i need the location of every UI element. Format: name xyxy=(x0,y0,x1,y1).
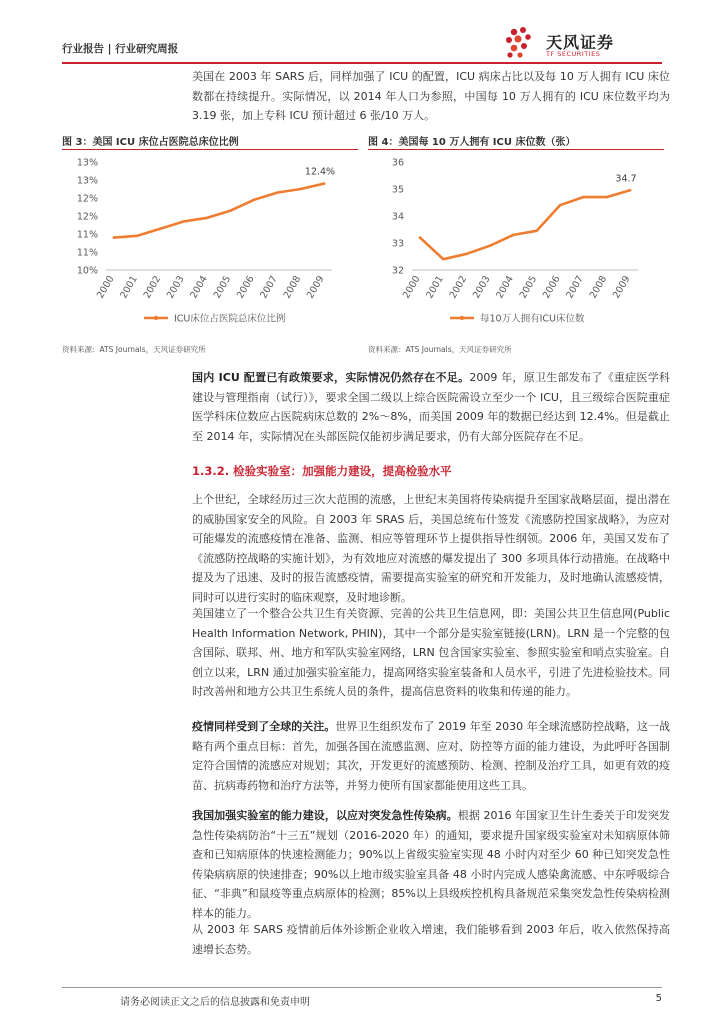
chart1-x-tick-label: 2006 xyxy=(540,274,563,301)
chart1-x-tick-label: 2008 xyxy=(587,274,610,301)
paragraph-china-lab xyxy=(192,806,670,923)
paragraph-icu-policy-body: 2009 年，原卫生部发布了《重症医学科建设与管理指南（试行）》，要求全国二级以上综合医院需设立至少一个 ICU，且三级综合医院重症医学科床位数应占医院病床总数的 2%～8%，而美国 2009 年的数据已经达到 12.4%。但是截止至 2014 年，实际情况在头部医院仅能初步满足要求，仍有大部分医院存在不足。 xyxy=(192,371,670,443)
paragraph-us-strategy: 上个世纪，全球经历过三次大范围的流感，上世纪末美国将传染病提升至国家战略层面，提出潜在的威胁国家安全的风险。自 2003 年 SRAS 后，美国总统布什签发《流感防控国家战略》，为应对可能爆发的流感疫情在准备、监测、相应等管理环节上提供指导性纲领。2006 年，美国又发布了《流感防控战略的实施计划》，为有效地应对流感的爆发提出了 300 多项具体行动措施。在战略中提及为了迅速、及时的报告流感疫情，需要提高实验室的研究和开发能力，及时地确认流感疫情，同时可以进行实时的临床观察，及时地诊断。 xyxy=(192,493,670,604)
chart0-data-point xyxy=(276,191,279,194)
chart0-data-point xyxy=(253,199,256,202)
chart1-data-point xyxy=(489,244,492,247)
chart0-y-tick-label: 11% xyxy=(76,229,98,241)
chart0-data-label: 12.4% xyxy=(304,166,336,178)
chart0-y-tick-label: 12% xyxy=(76,193,98,205)
section-heading: 1.3.2. 检验实验室：加强能力建设，提高检验水平 xyxy=(192,464,452,478)
report-category: 行业报告 | 行业研究周报 xyxy=(62,43,179,55)
chart0-legend-marker xyxy=(154,316,158,320)
chart0-data-point xyxy=(323,182,326,185)
chart1-x-tick-label: 2003 xyxy=(470,274,493,301)
chart1-data-point xyxy=(419,236,422,239)
chart0-x-tick-label: 2004 xyxy=(188,274,210,301)
paragraph-ivd-growth: 从 2003 年 SARS 疫情前后体外诊断企业收入增速，我们能够看到 2003 年后，收入依然保持高速增长态势。 xyxy=(192,923,670,956)
paragraph-who-strategy-lead: 疫情同样受到了全球的关注。 xyxy=(192,720,336,733)
logo-text: 天风证券 xyxy=(546,33,615,52)
chart0-x-tick-label: 2001 xyxy=(118,274,140,301)
intro-paragraph: 美国在 2003 年 SARS 后，同样加强了 ICU 的配置，ICU 病床占比以及每 10 万人拥有 ICU 床位数都在持续提升。实际情况，以 2014 年人口为参照，中国每 10 万人拥有的 ICU 床位数平均为 3.19 张，加上专科 ICU 预计超过 6 张/10 万人。 xyxy=(192,70,670,122)
chart1-data-point xyxy=(605,196,608,199)
paragraph-icu-policy-lead: 国内 ICU 配置已有政策要求，实际情况仍然存在不足。 xyxy=(192,371,470,384)
page-number: 5 xyxy=(655,993,662,1004)
chart1-data-point xyxy=(465,253,468,256)
chart0-y-tick-label: 10% xyxy=(76,265,98,277)
chart0-data-point xyxy=(229,209,232,212)
chart0-y-tick-label: 12% xyxy=(76,211,98,223)
chart0-data-point xyxy=(136,235,139,238)
chart1-x-tick-label: 2000 xyxy=(400,274,423,301)
chart1-x-tick-label: 2005 xyxy=(517,274,540,301)
footer-disclaimer-link[interactable]: 请务必阅读正文之后的信息披露和免责申明 xyxy=(120,997,310,1008)
figure3-source: 资料来源：ATS Journals，天风证券研究所 xyxy=(62,345,206,354)
chart1-y-tick-label: 33 xyxy=(391,238,404,250)
chart0-y-tick-label: 13% xyxy=(76,175,98,187)
chart0-data-point xyxy=(113,236,116,239)
chart0-x-tick-label: 2007 xyxy=(258,274,280,301)
chart1-data-label: 34.7 xyxy=(615,173,637,185)
chart1-data-point xyxy=(535,230,538,233)
chart0-x-tick-label: 2005 xyxy=(211,274,234,301)
chart1-series-line xyxy=(420,190,630,259)
chart0-x-tick-label: 2006 xyxy=(234,274,257,301)
figure4-title: 图 4：美国每 10 万人拥有 ICU 床位数（张） xyxy=(368,137,576,148)
chart1-data-point xyxy=(559,204,562,207)
chart0-data-point xyxy=(299,188,302,191)
chart1-y-tick-label: 35 xyxy=(391,184,404,196)
company-logo xyxy=(502,26,662,60)
figure4-source: 资料来源：ATS Journals，天风证券研究所 xyxy=(368,345,512,354)
logo-subtext: TF SECURITIES xyxy=(546,50,601,58)
chart0-legend-label: ICU床位占医院总床位比例 xyxy=(174,313,286,325)
footer-divider xyxy=(62,987,662,988)
chart0-x-tick-label: 2000 xyxy=(94,274,117,301)
chart1-data-point xyxy=(629,189,632,192)
chart0-x-tick-label: 2009 xyxy=(304,274,327,301)
chart1-x-tick-label: 2007 xyxy=(564,274,586,301)
paragraph-china-lab-lead: 我国加强实验室的能力建设，以应对突发急性传染病。 xyxy=(192,809,458,822)
chart1-y-tick-label: 32 xyxy=(391,265,404,277)
paragraph-who-strategy-body: 世界卫生组织发布了 2019 年至 2030 年全球流感防控战略，这一战略有两个重点目标：首先，加强各国在流感监测、应对、防控等方面的能力建设，为此呼吁各国制定符合国情的流感应对规划；其次，开发更好的流感预防、检测、控制及治疗工具，如更有效的疫苗、抗病毒药物和治疗方法等，并努力使所有国家都能使用这些工具。 xyxy=(192,720,671,792)
chart1-y-tick-label: 36 xyxy=(391,157,404,169)
header-divider xyxy=(62,62,662,64)
chart1-legend-marker xyxy=(460,316,464,320)
figure4-chart xyxy=(368,150,664,340)
figure3-chart xyxy=(62,150,358,340)
chart0-y-tick-label: 11% xyxy=(76,247,98,259)
chart0-data-point xyxy=(183,220,186,223)
chart1-x-tick-label: 2002 xyxy=(447,274,470,301)
figure3-title: 图 3：美国 ICU 床位占医院总床位比例 xyxy=(62,137,239,148)
paragraph-who-strategy xyxy=(192,717,670,795)
chart0-y-tick-label: 13% xyxy=(76,157,98,169)
chart1-data-point xyxy=(512,234,515,237)
paragraph-icu-policy xyxy=(192,368,670,446)
chart1-legend-label: 每10万人拥有ICU床位数 xyxy=(480,313,585,325)
paragraph-china-lab-body: 根据 2016 年国家卫生计生委关于印发突发急性传染病防治“十三五”规划（2016-2020 年）的通知，要求提升国家级实验室对未知病原体筛查和已知病原体的快速检测能力；90%以上省级实验室实现 48 小时内对至少 60 种已知突发急性传染病病原的快速排查；90%以上地市级实验室具备 48 小时内完成人感染禽流感、中东呼吸综合征、“非典”和鼠疫等重点病原体的检测；85%以上县级疾控机构具备规范采集突发急性传染病检测样本的能力。 xyxy=(192,809,670,920)
chart1-data-point xyxy=(442,258,445,261)
chart0-x-tick-label: 2003 xyxy=(164,274,187,301)
chart1-x-tick-label: 2009 xyxy=(610,274,633,301)
chart1-x-tick-label: 2004 xyxy=(494,274,516,301)
chart0-data-point xyxy=(206,217,209,220)
chart1-data-point xyxy=(582,196,585,199)
chart0-x-tick-label: 2002 xyxy=(141,274,164,301)
chart0-series-line xyxy=(114,184,324,238)
chart0-x-tick-label: 2008 xyxy=(281,274,304,301)
paragraph-phin-lrn: 美国建立了一个整合公共卫生有关资源、完善的公共卫生信息网，即：美国公共卫生信息网(Public Health Information Network, PHIN)，其中一个部分是实验室链接(LRN)。LRN 是一个完整的包含国际、联邦、州、地方和军队实验室网络，LRN 包含国家实验室、参照实验室和哨点实验室。自创立以来，LRN 通过加强实验室能力，提高网络实验室装备和人员水平，引进了先进检验技术。同时改善州和地方公共卫生系统人员的条件，提高信息资料的收集和传递的能力。 xyxy=(192,607,670,698)
logo-icon xyxy=(502,26,542,60)
chart1-x-tick-label: 2001 xyxy=(424,274,446,301)
chart1-y-tick-label: 34 xyxy=(391,211,404,223)
chart0-data-point xyxy=(159,227,162,230)
